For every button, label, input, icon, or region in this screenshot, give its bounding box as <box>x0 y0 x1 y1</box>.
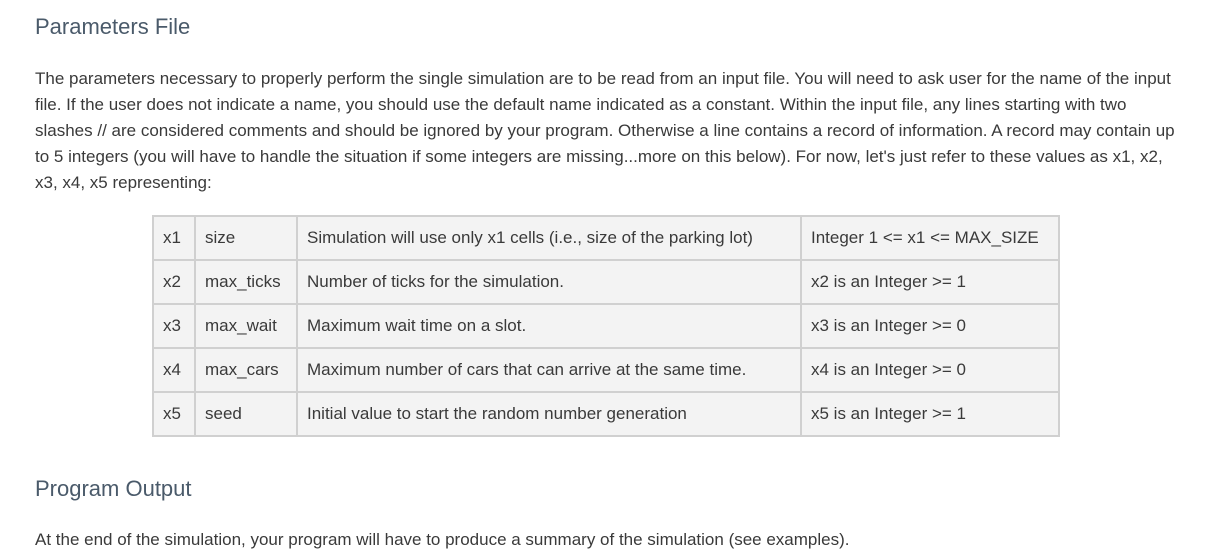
table-row <box>153 260 1059 304</box>
output-paragraph: At the end of the simulation, your program will have to produce a summary of the simulation (see examples). <box>35 530 850 549</box>
param-constraint: x2 is an Integer >= 1 <box>801 260 1059 304</box>
param-name: size <box>195 216 297 260</box>
intro-paragraph: The parameters necessary to properly perform the single simulation are to be read from an input file. You will need to ask user for the name of the input file. If the user does not indicate a name, you should use the default name indicated as a constant. Within the input file, any lines starting with two slashes // are considered comments and should be ignored by your program. Otherwise a line contains a record of information. A record may contain up to 5 integers (you will have to handle the situation if some integers are missing...more on this below). For now, let's just refer to these values as x1, x2, x3, x4, x5 representing: <box>35 69 1175 192</box>
parameters-table <box>152 215 1060 437</box>
section-heading-parameters-file: Parameters File <box>35 14 191 39</box>
param-name: max_ticks <box>195 260 297 304</box>
param-name: max_cars <box>195 348 297 392</box>
table-row <box>153 348 1059 392</box>
param-description: Number of ticks for the simulation. <box>297 260 801 304</box>
param-description: Maximum wait time on a slot. <box>297 304 801 348</box>
param-var: x2 <box>153 260 195 304</box>
param-description: Maximum number of cars that can arrive at the same time. <box>297 348 801 392</box>
param-var: x1 <box>153 216 195 260</box>
param-name: seed <box>195 392 297 436</box>
param-description: Initial value to start the random number generation <box>297 392 801 436</box>
param-constraint: x4 is an Integer >= 0 <box>801 348 1059 392</box>
param-description: Simulation will use only x1 cells (i.e., size of the parking lot) <box>297 216 801 260</box>
table-row <box>153 216 1059 260</box>
param-var: x3 <box>153 304 195 348</box>
param-var: x4 <box>153 348 195 392</box>
param-constraint: x3 is an Integer >= 0 <box>801 304 1059 348</box>
table-row <box>153 392 1059 436</box>
param-constraint: x5 is an Integer >= 1 <box>801 392 1059 436</box>
param-constraint: Integer 1 <= x1 <= MAX_SIZE <box>801 216 1059 260</box>
param-name: max_wait <box>195 304 297 348</box>
table-row <box>153 304 1059 348</box>
param-var: x5 <box>153 392 195 436</box>
section-heading-program-output: Program Output <box>35 476 192 501</box>
